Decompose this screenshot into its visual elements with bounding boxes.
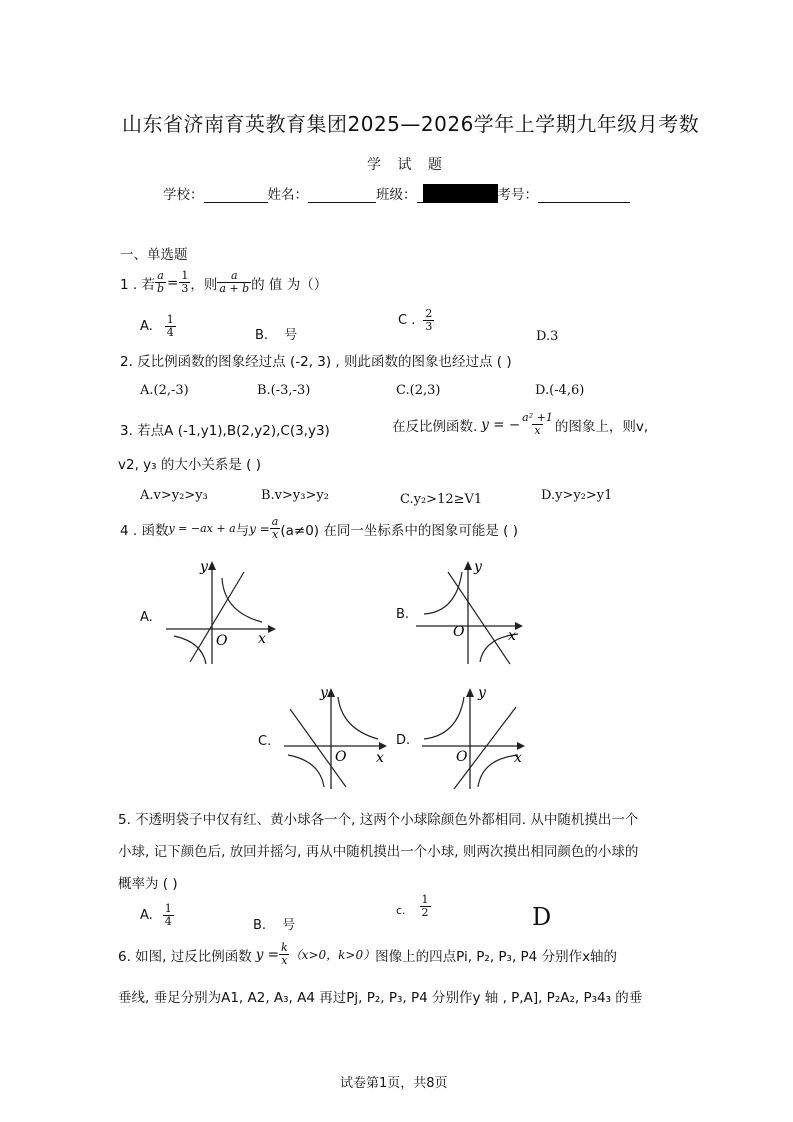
graph-b-x-arrow	[515, 622, 523, 630]
graph-c-x-label: x	[376, 750, 384, 766]
graph-c-y-label: y	[320, 685, 328, 701]
q2-option-a[interactable]: A.(2,-3)	[140, 383, 189, 398]
exam-no-blank[interactable]	[538, 188, 630, 203]
graph-a-y-label: y	[200, 559, 208, 575]
question-5-line3: 概率为 ( )	[118, 876, 178, 892]
graph-a-origin: O	[216, 633, 228, 649]
graph-b-curve-q2	[424, 572, 462, 614]
student-info-line	[163, 183, 630, 203]
q1-given-ratio: $\frac{a}{b}$	[156, 269, 165, 295]
q1-option-d[interactable]: D.3	[536, 329, 559, 344]
graph-c-line	[290, 709, 346, 787]
q3-option-d[interactable]: D.y>y₂>y1	[541, 488, 613, 503]
q1-mid: ，则	[190, 276, 218, 293]
name-blank[interactable]	[308, 188, 376, 203]
q5-option-c-value: $\frac{1}{2}$	[421, 893, 429, 919]
graph-c-curve-q1	[338, 697, 378, 739]
q5-option-a-label: A.	[140, 908, 153, 923]
graph-b-line	[448, 572, 510, 664]
q4-func2-fraction: $\frac{a}{x}$	[271, 515, 279, 541]
graph-a-curve-q1	[222, 578, 262, 622]
exam-title-line1: 山东省济南育英教育集团2025—2026学年上学期九年级月考数	[122, 112, 700, 136]
graph-a-y-arrow	[208, 561, 216, 570]
graph-c-origin: O	[335, 749, 347, 765]
graph-a-x-arrow	[268, 625, 276, 633]
q1-option-a-value: $\frac{1}{4}$	[166, 313, 174, 339]
question-1	[120, 270, 327, 295]
graph-d-y-label: y	[478, 685, 486, 701]
q1-suffix: 的 值 为（）	[251, 276, 328, 293]
graph-c-x-arrow	[379, 742, 387, 750]
school-label: 学校：	[163, 187, 204, 203]
name-label: 姓名：	[267, 187, 308, 203]
graph-a-curve-q3	[174, 636, 206, 664]
graph-c-y-arrow	[327, 688, 335, 697]
exam-title-line2: 学 试 题	[367, 157, 448, 173]
q4-option-c-label[interactable]: C.	[258, 734, 272, 749]
graph-d-y-arrow	[466, 688, 474, 697]
redacted-class-box	[423, 184, 498, 203]
q3-func-fraction: $\frac{\text{a² +1}}{x}$	[522, 411, 553, 437]
graph-d-curve-q4	[478, 755, 518, 787]
graph-d-x-label: x	[514, 750, 522, 766]
q5-option-d[interactable]: D	[532, 903, 552, 931]
q3-option-c[interactable]: C.y₂>12≥V1	[400, 492, 483, 507]
q6-func-fraction: $\frac{k}{x}$	[281, 941, 288, 967]
question-3-line2: v2, y₃ 的大小关系是 ( )	[118, 457, 261, 473]
q4-mid: 与	[235, 522, 250, 539]
graph-d-x-arrow	[517, 742, 525, 750]
question-6-line1	[118, 942, 617, 967]
q6-condition: （x>0，k>0）	[289, 948, 376, 962]
q1-option-b[interactable]	[255, 324, 297, 343]
question-5-line1: 5. 不透明袋子中仅有红、黄小球各一个, 这两个小球除颜色外都相同. 从中随机摸出一个	[118, 812, 639, 828]
q3-suffix: 的图象上，则v,	[554, 418, 649, 435]
q5-option-a[interactable]	[140, 903, 174, 928]
q4-func2-y: y =	[249, 521, 270, 536]
graph-b-y-label: y	[474, 559, 482, 575]
q3-option-b[interactable]: B.v>y₃>y₂	[261, 488, 329, 503]
q5-option-b-value: 号	[282, 918, 296, 933]
graph-d-line	[454, 707, 516, 789]
graph-b-origin: O	[453, 624, 465, 640]
q2-option-c[interactable]: C.(2,3)	[396, 383, 441, 398]
q1-option-c-value: $\frac{2}{3}$	[425, 307, 433, 333]
graph-d-curve-q2	[424, 697, 464, 739]
q6-suffix: 图像上的四点Pi, P₂, P₃, P4 分别作x轴的	[375, 948, 618, 965]
graph-b-x-label: x	[508, 628, 516, 644]
exam-no-label: 考号：	[497, 187, 538, 203]
q6-func-y: y =	[255, 946, 279, 963]
q5-option-b[interactable]	[253, 914, 295, 933]
q1-target-fraction: $\frac{a}{a + b}$	[219, 269, 250, 295]
q2-option-b[interactable]: B.(-3,-3)	[257, 383, 311, 398]
q5-option-c[interactable]	[396, 893, 431, 919]
q1-equals: =	[167, 274, 179, 291]
class-label: 班级：	[376, 187, 417, 203]
question-4	[120, 516, 518, 541]
q5-option-a-value: $\frac{1}{4}$	[164, 902, 172, 928]
question-2: 2. 反比例函数的图象经过点 (-2, 3) , 则此函数的图象也经过点 ( )	[120, 354, 512, 370]
graph-a-x-label: x	[258, 631, 266, 647]
q3-option-a[interactable]: A.v>y₂>y₃	[140, 488, 208, 503]
q4-suffix: (a≠0) 在同一坐标系中的图象可能是 ( )	[280, 522, 518, 539]
q4-option-a-label[interactable]: A.	[140, 610, 153, 625]
q4-func1: y = −ax + a	[168, 522, 236, 535]
question-3-prefix: 3. 若点A (-1,y1),B(2,y2),C(3,y3)	[120, 423, 330, 439]
q1-option-b-label: B.	[255, 328, 269, 343]
q4-option-d-label[interactable]: D.	[396, 733, 411, 748]
q5-option-b-label: B.	[253, 918, 267, 933]
question-5-line2: 小球, 记下颜色后, 放回并摇匀, 再从中随机摸出一个小球, 则两次摸出相同颜色的小球的	[118, 844, 639, 860]
section-heading: 一、单选题	[120, 247, 188, 263]
graph-b-y-arrow	[464, 561, 472, 570]
q1-option-b-value: 号	[284, 328, 298, 343]
q1-option-a[interactable]	[140, 314, 176, 339]
q4-graph-c[interactable]	[280, 683, 390, 793]
q3-func-y: y = −	[481, 416, 521, 433]
q3-mid: 在反比例函数.	[392, 418, 478, 435]
question-3-function	[392, 412, 648, 437]
q1-one-third: $\frac{1}{3}$	[181, 269, 189, 295]
page-footer: 试卷第1页，共8页	[340, 1076, 448, 1091]
q4-graph-a[interactable]	[160, 556, 280, 668]
q1-option-a-label: A.	[140, 319, 153, 334]
q1-prefix: 1 . 若	[120, 276, 155, 293]
question-6-line2: 垂线, 垂足分别为A1, A2, A₃, A4 再过Pj, P₂, P₃, P4 分别作y 轴 , P,A], P₂A₂, P₃4₃ 的垂	[118, 990, 643, 1006]
q4-prefix: 4 . 函数	[120, 522, 169, 539]
q1-option-c[interactable]	[398, 308, 434, 333]
q1-option-c-label: C .	[398, 313, 416, 328]
q4-option-b-label[interactable]: B.	[396, 607, 410, 622]
q4-graph-d[interactable]	[418, 683, 528, 793]
graph-c-curve-q3	[288, 755, 324, 787]
graph-d-origin: O	[456, 749, 468, 765]
q6-prefix: 6. 如图, 过反比例函数	[118, 948, 252, 965]
school-blank[interactable]	[204, 188, 268, 203]
q4-graph-b[interactable]	[410, 556, 530, 668]
q5-option-c-label: c.	[396, 904, 406, 917]
q2-option-d[interactable]: D.(-4,6)	[535, 383, 585, 398]
